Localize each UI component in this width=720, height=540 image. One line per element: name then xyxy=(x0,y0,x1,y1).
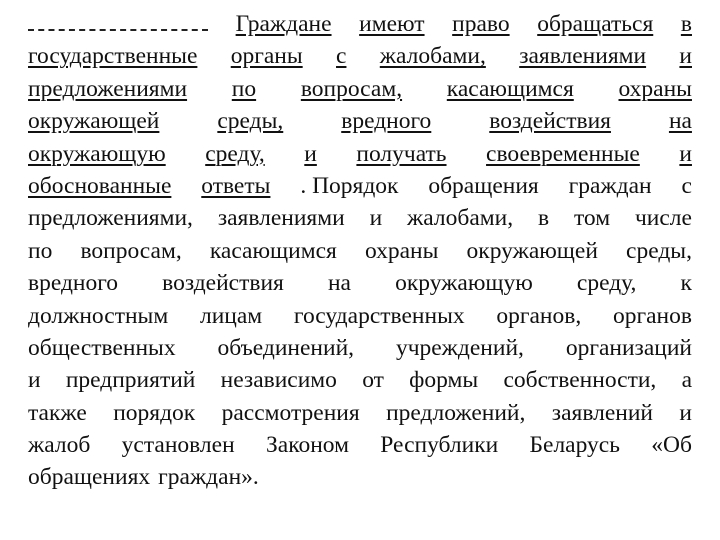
word: независимо xyxy=(220,367,337,394)
text-line xyxy=(28,429,692,461)
document-paragraph xyxy=(28,8,692,494)
word: организаций xyxy=(565,334,692,361)
word: Республики xyxy=(380,432,499,459)
text-line xyxy=(28,332,692,364)
underlined-word: воздействия xyxy=(489,108,611,135)
word: органов xyxy=(612,302,692,329)
text-line xyxy=(28,461,692,493)
word: обращениях xyxy=(28,464,151,491)
word: предложениями, xyxy=(28,205,193,232)
underlined-word: получать xyxy=(356,140,447,167)
word: и xyxy=(369,205,383,232)
underlined-word: обращаться xyxy=(537,11,654,37)
word: граждан». xyxy=(158,464,259,491)
word: к xyxy=(680,270,692,297)
word: Законом xyxy=(266,432,349,459)
underlined-word: и xyxy=(679,43,692,70)
word: окружающей xyxy=(466,237,598,264)
word: Беларусь xyxy=(529,432,620,459)
word: от xyxy=(362,367,384,394)
word: учреждений, xyxy=(395,334,524,361)
underlined-word: Граждане xyxy=(235,11,332,37)
underlined-word: государственные xyxy=(28,43,198,70)
word: охраны xyxy=(364,237,439,264)
word: жалоб xyxy=(28,432,91,459)
underlined-word: органы xyxy=(230,43,303,70)
text-line xyxy=(28,105,692,137)
underlined-word: предложениями xyxy=(28,75,188,102)
word: обращения xyxy=(428,172,539,199)
word: органов, xyxy=(496,302,582,329)
word: и xyxy=(28,367,41,394)
underlined-word: охраны xyxy=(618,75,692,102)
text-line xyxy=(28,235,692,267)
word: жалобами, xyxy=(407,205,514,232)
underlined-word: окружающую xyxy=(28,140,166,167)
word: а xyxy=(681,367,692,394)
underlined-word: и xyxy=(679,140,692,167)
text-line xyxy=(28,267,692,299)
underlined-word: окружающей xyxy=(28,108,160,135)
underlined-word: ответы xyxy=(201,172,271,199)
underlined-word: заявлениями xyxy=(519,43,647,70)
word: рассмотрения xyxy=(221,399,360,426)
text-line xyxy=(28,397,692,429)
word: «Об xyxy=(651,432,692,459)
word: предложений, xyxy=(386,399,526,426)
word: общественных xyxy=(28,334,176,361)
word: среду, xyxy=(576,270,637,297)
word: вопросам, xyxy=(80,237,182,264)
underlined-word: имеют xyxy=(359,11,425,37)
text-line xyxy=(28,40,692,72)
word: среды, xyxy=(626,237,692,264)
word: . Порядок xyxy=(300,172,399,199)
text-line xyxy=(28,8,692,40)
word: также xyxy=(28,399,87,426)
underlined-word: жалобами, xyxy=(379,43,486,70)
word: лицам xyxy=(199,302,263,329)
word: по xyxy=(28,237,53,264)
underlined-word: среду, xyxy=(205,140,265,167)
text-line xyxy=(28,364,692,396)
underlined-word: вопросам, xyxy=(300,75,403,102)
text-line xyxy=(28,138,692,170)
text-line xyxy=(28,73,692,105)
word: воздействия xyxy=(162,270,284,297)
paragraph-indent-rule xyxy=(28,29,208,31)
underlined-word: обоснованные xyxy=(28,172,172,199)
word: окружающую xyxy=(395,270,533,297)
word: формы xyxy=(409,367,479,394)
underlined-word: касающимся xyxy=(446,75,574,102)
word: заявлений xyxy=(551,399,653,426)
word: предприятий xyxy=(65,367,196,394)
underlined-word: вредного xyxy=(341,108,432,135)
underlined-word: право xyxy=(452,11,510,37)
underlined-word: среды, xyxy=(217,108,284,135)
underlined-word: в xyxy=(680,11,692,37)
word: установлен xyxy=(121,432,235,459)
word: вредного xyxy=(28,270,119,297)
word: объединений, xyxy=(217,334,355,361)
underlined-word: с xyxy=(336,43,347,70)
word: с xyxy=(681,172,692,199)
text-line xyxy=(28,170,692,202)
word: должностным xyxy=(28,302,169,329)
word: порядок xyxy=(113,399,196,426)
underlined-word: по xyxy=(231,75,257,102)
word: том xyxy=(573,205,611,232)
text-line xyxy=(28,300,692,332)
word: на xyxy=(327,270,351,297)
text-line xyxy=(28,202,692,234)
word: и xyxy=(679,399,692,426)
underlined-word: на xyxy=(668,108,692,135)
word: в xyxy=(537,205,550,232)
underlined-word: и xyxy=(304,140,317,167)
word: числе xyxy=(634,205,692,232)
word: собственности, xyxy=(503,367,657,394)
underlined-word: своевременные xyxy=(486,140,640,167)
word: граждан xyxy=(568,172,652,199)
word: заявлениями xyxy=(217,205,345,232)
word: государственных xyxy=(293,302,465,329)
word: касающимся xyxy=(209,237,337,264)
